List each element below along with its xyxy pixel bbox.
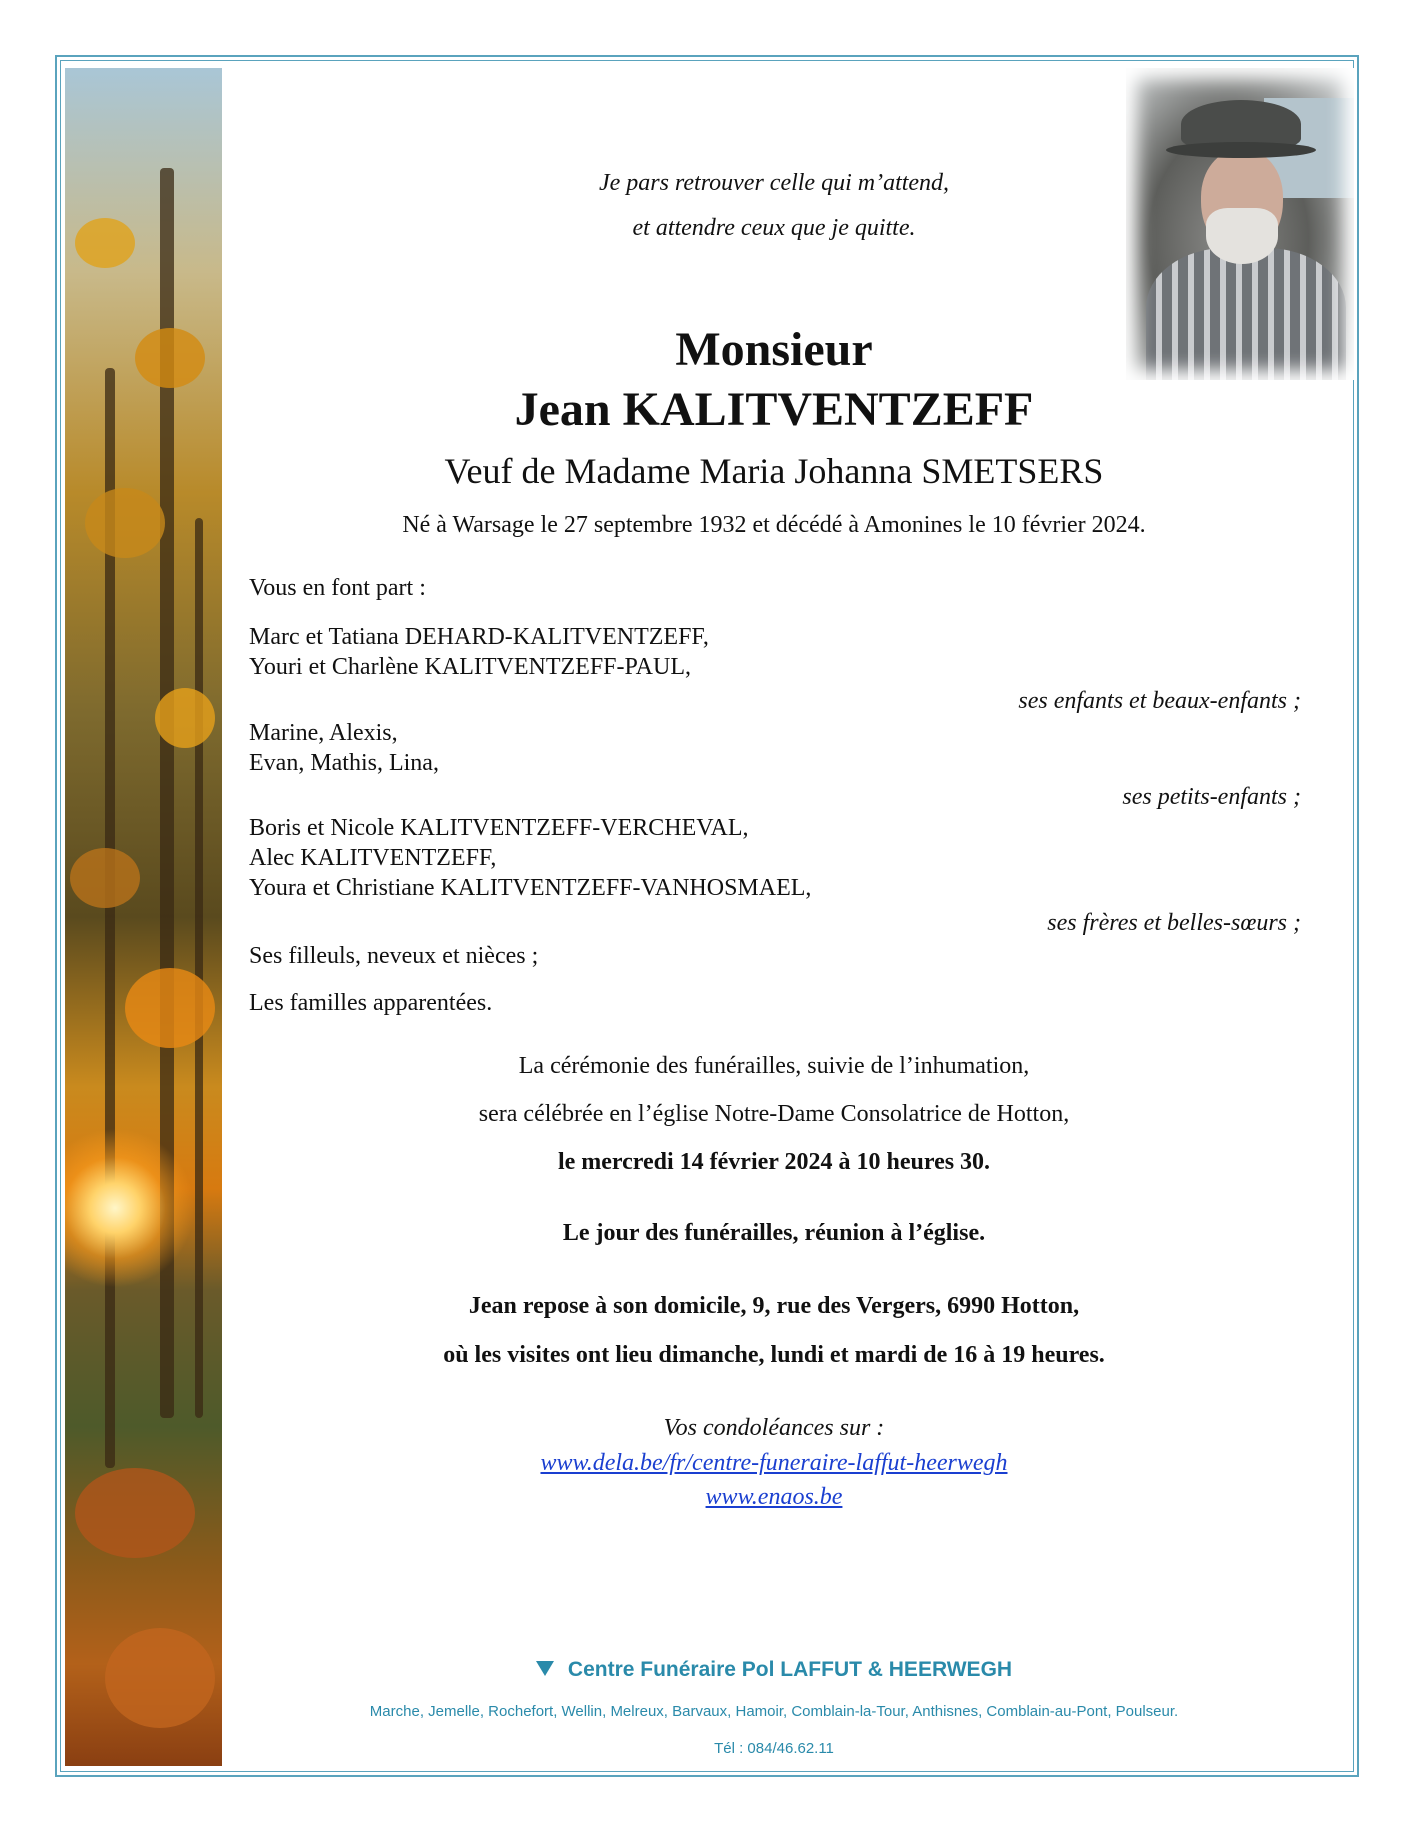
condolences-label: Vos condoléances sur : — [663, 1415, 885, 1441]
honorific: Monsieur — [675, 323, 873, 376]
children-line-2: Youri et Charlène KALITVENTZEFF-PAUL, — [249, 654, 691, 680]
siblings-label: ses frères et belles-sœurs ; — [1047, 910, 1301, 936]
funeral-home-phone: Tél : 084/46.62.11 — [714, 1740, 834, 1757]
relation: Veuf de Madame Maria Johanna SMETSERS — [444, 451, 1104, 491]
grandchildren-line-2: Evan, Mathis, Lina, — [249, 750, 439, 776]
autumn-forest-photo — [65, 68, 222, 1766]
funeral-home-locations: Marche, Jemelle, Rochefort, Wellin, Melreux, Barvaux, Hamoir, Comblain-la-Tour, Anthisnes, Comblain-au-Pont, Poulseur. — [369, 1703, 1179, 1720]
epigraph-line-2: et attendre ceux que je quitte. — [632, 215, 916, 241]
condolences-link-1-row — [222, 1450, 1326, 1477]
deceased-name: Jean KALITVENTZEFF — [514, 383, 1034, 436]
siblings-line-1: Boris et Nicole KALITVENTZEFF-VERCHEVAL, — [249, 815, 749, 841]
triangle-down-icon — [536, 1661, 554, 1676]
grandchildren-label: ses petits-enfants ; — [1122, 784, 1301, 810]
condolences-link-1[interactable]: www.dela.be/fr/centre-funeraire-laffut-heerwegh — [540, 1450, 1008, 1476]
rest-line-1: Jean repose à son domicile, 9, rue des Vergers, 6990 Hotton, — [468, 1293, 1080, 1319]
condolences-link-2-row — [222, 1484, 1326, 1511]
funeral-home-name: Centre Funéraire Pol LAFFUT & HEERWEGH — [567, 1658, 1013, 1681]
children-label: ses enfants et beaux-enfants ; — [1018, 688, 1301, 714]
siblings-line-3: Youra et Christiane KALITVENTZEFF-VANHOSMAEL, — [249, 875, 812, 901]
birth-death-dates: Né à Warsage le 27 septembre 1932 et décédé à Amonines le 10 février 2024. — [402, 512, 1146, 538]
rest-line-2: où les visites ont lieu dimanche, lundi et mardi de 16 à 19 heures. — [443, 1342, 1105, 1368]
ceremony-line-2: sera célébrée en l’église Notre-Dame Consolatrice de Hotton, — [478, 1101, 1070, 1127]
ceremony-line-1: La cérémonie des funérailles, suivie de l’inhumation, — [518, 1053, 1030, 1079]
siblings-line-2: Alec KALITVENTZEFF, — [249, 845, 497, 871]
funeral-home-name-row — [222, 1658, 1326, 1682]
condolences-link-2[interactable]: www.enaos.be — [705, 1484, 843, 1510]
ceremony-datetime: le mercredi 14 février 2024 à 10 heures 30. — [557, 1149, 991, 1175]
grandchildren-line-1: Marine, Alexis, — [249, 720, 398, 746]
church-meeting: Le jour des funérailles, réunion à l’église. — [562, 1220, 986, 1246]
godchildren-line: Ses filleuls, neveux et nièces ; — [249, 943, 539, 969]
families-line: Les familles apparentées. — [249, 990, 493, 1016]
children-line-1: Marc et Tatiana DEHARD-KALITVENTZEFF, — [249, 624, 709, 650]
epigraph-line-1: Je pars retrouver celle qui m’attend, — [598, 170, 950, 196]
announcement-intro: Vous en font part : — [249, 575, 426, 601]
